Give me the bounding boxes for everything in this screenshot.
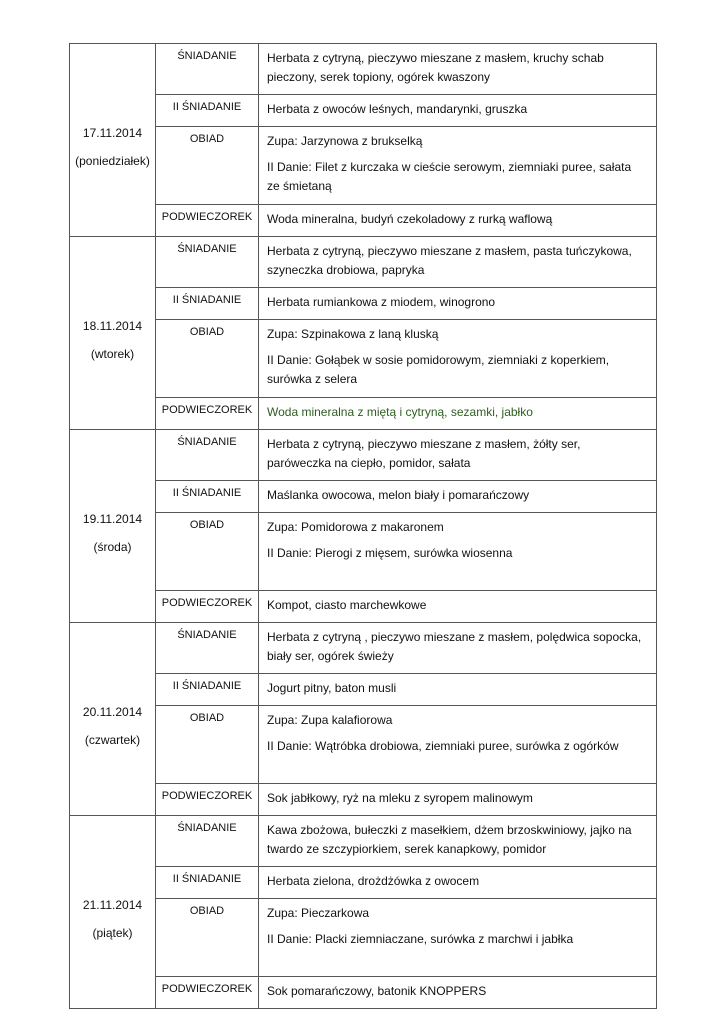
meal-description — [259, 674, 657, 706]
table-row — [70, 481, 657, 513]
meal-description — [259, 44, 657, 95]
table-row — [70, 977, 657, 1009]
meal-description — [259, 867, 657, 899]
meal-description-line: Zupa: Szpinakowa z laną kluską — [267, 327, 439, 341]
table-row — [70, 784, 657, 816]
meal-description-line: Herbata z cytryną, pieczywo mieszane z masłem, kruchy schab pieczony, serek topiony, ogórek kwaszony — [267, 51, 604, 84]
meal-description — [259, 205, 657, 237]
meal-description-line: Herbata zielona, drożdżówka z owocem — [267, 874, 480, 888]
meal-description — [259, 706, 657, 784]
day-cell — [70, 623, 156, 816]
table-row — [70, 899, 657, 977]
table-row — [70, 623, 657, 674]
meal-description-line: II Danie: Pierogi z mięsem, surówka wiosenna — [267, 546, 513, 560]
day-cell — [70, 44, 156, 237]
meal-name: II ŚNIADANIE — [156, 481, 259, 513]
meal-description-line: Zupa: Zupa kalafiorowa — [267, 713, 393, 727]
meal-description-line: Zupa: Jarzynowa z brukselką — [267, 134, 423, 148]
meal-description — [259, 816, 657, 867]
meal-name: II ŚNIADANIE — [156, 95, 259, 127]
meal-name: II ŚNIADANIE — [156, 674, 259, 706]
meal-description-line: Zupa: Pieczarkowa — [267, 906, 370, 920]
menu-table-body — [70, 44, 657, 1009]
meal-description-line: Herbata z cytryną , pieczywo mieszane z masłem, polędwica sopocka, biały ser, ogórek świeży — [267, 630, 642, 663]
meal-description — [259, 320, 657, 398]
meal-description-line: Herbata z owoców leśnych, mandarynki, gruszka — [267, 102, 528, 116]
meal-description — [259, 481, 657, 513]
meal-description-line: Woda mineralna, budyń czekoladowy z rurką waflową — [267, 212, 553, 226]
table-row — [70, 513, 657, 591]
table-row — [70, 320, 657, 398]
day-weekday: (wtorek) — [90, 347, 135, 361]
meal-description — [259, 430, 657, 481]
meal-description-line: Herbata z cytryną, pieczywo mieszane z masłem, żółty ser, paróweczka na ciepło, pomidor, sałata — [267, 437, 581, 470]
meal-description-line: Zupa: Pomidorowa z makaronem — [267, 520, 444, 534]
day-date: 17.11.2014 — [82, 126, 143, 140]
table-row — [70, 44, 657, 95]
meal-description — [259, 127, 657, 205]
day-weekday: (poniedziałek) — [75, 154, 150, 168]
meal-description — [259, 288, 657, 320]
meal-name: ŚNIADANIE — [156, 44, 259, 95]
table-row — [70, 867, 657, 899]
table-row — [70, 127, 657, 205]
table-row — [70, 674, 657, 706]
day-cell — [70, 430, 156, 623]
table-row — [70, 591, 657, 623]
meal-description-line: Sok jabłkowy, ryż na mleku z syropem malinowym — [267, 791, 533, 805]
meal-description-line: II Danie: Filet z kurczaka w cieście serowym, ziemniaki puree, sałata ze śmietaną — [267, 160, 632, 193]
meal-description-line: Kawa zbożowa, bułeczki z masełkiem, dżem brzoskwiniowy, jajko na twardo ze szczypiorkiem, serek kanapkowy, pomidor — [267, 823, 632, 856]
day-date: 21.11.2014 — [82, 898, 143, 912]
table-row — [70, 95, 657, 127]
meal-name: II ŚNIADANIE — [156, 288, 259, 320]
meal-name: ŚNIADANIE — [156, 237, 259, 288]
meal-description-line: Woda mineralna z miętą i cytryną, sezamki, jabłko — [267, 405, 533, 419]
meal-name: OBIAD — [156, 899, 259, 977]
meal-name: ŚNIADANIE — [156, 430, 259, 481]
meal-name: ŚNIADANIE — [156, 816, 259, 867]
meal-description — [259, 784, 657, 816]
meal-description — [259, 398, 657, 430]
meal-description-line: II Danie: Wątróbka drobiowa, ziemniaki puree, surówka z ogórków — [267, 739, 619, 753]
table-row — [70, 816, 657, 867]
meal-description — [259, 237, 657, 288]
meal-description — [259, 513, 657, 591]
menu-table — [69, 43, 657, 1009]
day-date: 19.11.2014 — [82, 512, 143, 526]
meal-description-line: II Danie: Placki ziemniaczane, surówka z marchwi i jabłka — [267, 932, 574, 946]
day-cell — [70, 237, 156, 430]
meal-name: PODWIECZOREK — [156, 398, 259, 430]
meal-name: PODWIECZOREK — [156, 977, 259, 1009]
meal-name: PODWIECZOREK — [156, 784, 259, 816]
meal-description-line: Herbata rumiankowa z miodem, winogrono — [267, 295, 496, 309]
table-row — [70, 205, 657, 237]
meal-description-line: Herbata z cytryną, pieczywo mieszane z masłem, pasta tuńczykowa, szyneczka drobiowa, papryka — [267, 244, 632, 277]
meal-name: OBIAD — [156, 706, 259, 784]
meal-name: OBIAD — [156, 127, 259, 205]
meal-name: PODWIECZOREK — [156, 591, 259, 623]
table-row — [70, 237, 657, 288]
day-cell — [70, 816, 156, 1009]
meal-name: OBIAD — [156, 320, 259, 398]
table-row — [70, 288, 657, 320]
table-row — [70, 706, 657, 784]
meal-name: ŚNIADANIE — [156, 623, 259, 674]
day-weekday: (środa) — [93, 540, 132, 554]
meal-description-line: II Danie: Gołąbek w sosie pomidorowym, ziemniaki z koperkiem, surówka z selera — [267, 353, 610, 386]
meal-description — [259, 591, 657, 623]
day-date: 18.11.2014 — [82, 319, 143, 333]
day-weekday: (piątek) — [92, 926, 133, 940]
meal-description — [259, 977, 657, 1009]
meal-description-line: Maślanka owocowa, melon biały i pomarańczowy — [267, 488, 530, 502]
meal-name: OBIAD — [156, 513, 259, 591]
meal-description-line: Sok pomarańczowy, batonik KNOPPERS — [267, 984, 487, 998]
table-row — [70, 398, 657, 430]
meal-description — [259, 95, 657, 127]
meal-description-line: Kompot, ciasto marchewkowe — [267, 598, 427, 612]
table-row — [70, 430, 657, 481]
meal-name: PODWIECZOREK — [156, 205, 259, 237]
meal-description-line: Jogurt pitny, baton musli — [267, 681, 397, 695]
meal-description — [259, 623, 657, 674]
meal-name: II ŚNIADANIE — [156, 867, 259, 899]
day-date: 20.11.2014 — [82, 705, 143, 719]
meal-description — [259, 899, 657, 977]
day-weekday: (czwartek) — [84, 733, 141, 747]
